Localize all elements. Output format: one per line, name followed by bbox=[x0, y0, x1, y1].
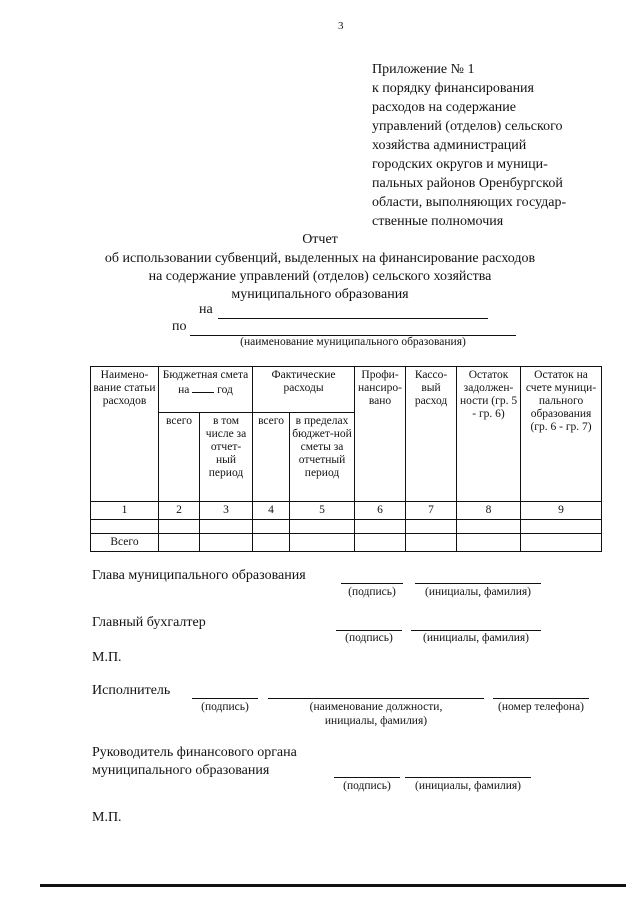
total-label: Всего bbox=[91, 534, 159, 552]
executor-signature-hint: (подпись) bbox=[201, 701, 249, 713]
finance-head-label: муниципального образования bbox=[92, 763, 270, 778]
head-label: Глава муниципального образования bbox=[92, 568, 306, 583]
finance-signature-hint: (подпись) bbox=[343, 780, 391, 792]
finance-initials-hint: (инициалы, фамилия) bbox=[414, 780, 522, 792]
by-label: по bbox=[172, 319, 187, 334]
header-cash: Кассо-вый расход bbox=[406, 367, 457, 502]
column-number: 9 bbox=[521, 502, 602, 520]
table-cell[interactable] bbox=[457, 534, 521, 552]
budget-on-label: на bbox=[178, 384, 190, 396]
on-date-field[interactable] bbox=[218, 304, 488, 319]
header-debt: Остаток задолжен-ности (гр. 5 - гр. 6) bbox=[457, 367, 521, 502]
column-number: 7 bbox=[406, 502, 457, 520]
sub-actual-period: в пределах бюджет-ной сметы за отчетный период bbox=[290, 413, 355, 502]
bottom-divider bbox=[40, 884, 626, 887]
accountant-initials-hint: (инициалы, фамилия) bbox=[422, 632, 530, 644]
appendix-line: городских округов и муници- bbox=[372, 157, 548, 172]
table-cell[interactable] bbox=[91, 520, 159, 534]
column-number: 1 bbox=[91, 502, 159, 520]
municipality-field[interactable] bbox=[190, 321, 516, 336]
appendix-header bbox=[372, 60, 622, 231]
column-number: 4 bbox=[253, 502, 290, 520]
sub-actual-total: всего bbox=[253, 413, 290, 502]
column-number: 2 bbox=[159, 502, 200, 520]
table-cell[interactable] bbox=[159, 520, 200, 534]
appendix-line: расходов на содержание bbox=[372, 100, 516, 115]
table-cell[interactable] bbox=[253, 520, 290, 534]
head-signature-hint: (подпись) bbox=[348, 586, 396, 598]
total-row bbox=[91, 534, 602, 552]
table-cell[interactable] bbox=[200, 520, 253, 534]
stamp-label: М.П. bbox=[92, 650, 122, 665]
header-budget bbox=[159, 367, 253, 413]
appendix-line: области, выполняющих государ- bbox=[372, 195, 567, 210]
accountant-label: Главный бухгалтер bbox=[92, 615, 206, 630]
accountant-signature-line[interactable] bbox=[336, 629, 402, 631]
header-account: Остаток на счете муници-пального образования (гр. 6 - гр. 7) bbox=[521, 367, 602, 502]
column-number: 6 bbox=[355, 502, 406, 520]
appendix-line: ственные полномочия bbox=[372, 214, 504, 229]
table-row bbox=[91, 520, 602, 534]
appendix-line: пальных районов Оренбургской bbox=[372, 176, 563, 191]
page-number: 3 bbox=[338, 20, 344, 32]
report-subtitle-line: об использовании субвенций, выделенных на финансирование расходов bbox=[104, 251, 536, 266]
finance-signature-line[interactable] bbox=[334, 776, 400, 778]
report-title: Отчет bbox=[302, 232, 338, 247]
appendix-line: хозяйства администраций bbox=[372, 138, 527, 153]
header-budget-label: Бюджетная смета bbox=[162, 369, 249, 381]
table-cell[interactable] bbox=[159, 534, 200, 552]
executor-position-line[interactable] bbox=[268, 697, 484, 699]
executor-phone-hint: (номер телефона) bbox=[498, 701, 584, 713]
finance-initials-line[interactable] bbox=[405, 776, 531, 778]
sub-budget-period: в том числе за отчет-ный период bbox=[200, 413, 253, 502]
column-number: 5 bbox=[290, 502, 355, 520]
stamp-label: М.П. bbox=[92, 810, 122, 825]
column-number: 3 bbox=[200, 502, 253, 520]
report-subtitle-line: муниципального образования bbox=[231, 287, 409, 302]
budget-year-blank[interactable] bbox=[192, 382, 214, 393]
head-signature-line[interactable] bbox=[341, 582, 403, 584]
table-cell[interactable] bbox=[355, 520, 406, 534]
report-subtitle-line: на содержание управлений (отделов) сельского хозяйства bbox=[148, 269, 492, 284]
appendix-line: к порядку финансирования bbox=[372, 81, 534, 96]
table-cell[interactable] bbox=[406, 534, 457, 552]
header-budget-year bbox=[160, 382, 251, 397]
table-cell[interactable] bbox=[521, 534, 602, 552]
header-actual: Фактические расходы bbox=[253, 367, 355, 413]
executor-signature-line[interactable] bbox=[192, 697, 258, 699]
table-cell[interactable] bbox=[355, 534, 406, 552]
table-cell[interactable] bbox=[521, 520, 602, 534]
head-initials-line[interactable] bbox=[415, 582, 541, 584]
table-cell[interactable] bbox=[290, 534, 355, 552]
executor-phone-line[interactable] bbox=[493, 697, 589, 699]
on-label: на bbox=[199, 302, 213, 317]
header-financed: Профи-нансиро-вано bbox=[355, 367, 406, 502]
appendix-line: Приложение № 1 bbox=[372, 62, 475, 77]
executor-position-hint: инициалы, фамилия) bbox=[324, 715, 428, 727]
column-number: 8 bbox=[457, 502, 521, 520]
finance-head-label: Руководитель финансового органа bbox=[92, 745, 297, 760]
table-cell[interactable] bbox=[290, 520, 355, 534]
appendix-line: управлений (отделов) сельского bbox=[372, 119, 563, 134]
table-cell[interactable] bbox=[200, 534, 253, 552]
executor-label: Исполнитель bbox=[92, 683, 171, 698]
executor-position-hint: (наименование должности, bbox=[309, 701, 443, 713]
table-cell[interactable] bbox=[457, 520, 521, 534]
header-item-name: Наимено-вание статьи расходов bbox=[91, 367, 159, 502]
budget-year-label: год bbox=[217, 384, 233, 396]
head-initials-hint: (инициалы, фамилия) bbox=[424, 586, 532, 598]
report-table bbox=[90, 366, 602, 552]
accountant-signature-hint: (подпись) bbox=[345, 632, 393, 644]
table-cell[interactable] bbox=[253, 534, 290, 552]
table-cell[interactable] bbox=[406, 520, 457, 534]
accountant-initials-line[interactable] bbox=[411, 629, 541, 631]
municipality-hint: (наименование муниципального образования) bbox=[240, 336, 466, 348]
sub-budget-total: всего bbox=[159, 413, 200, 502]
